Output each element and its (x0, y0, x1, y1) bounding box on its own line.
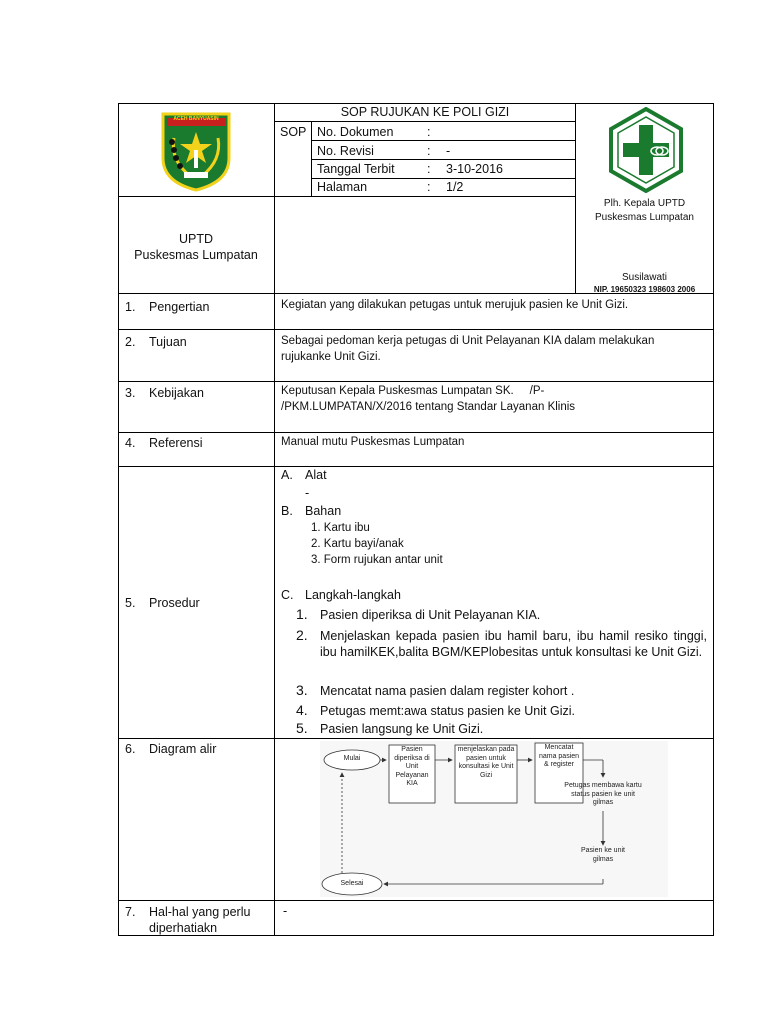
referensi-text: Manual mutu Puskesmas Lumpatan (281, 436, 465, 448)
flow-start-label: Mulai (343, 755, 361, 762)
rule-row-2 (118, 329, 714, 330)
step-3-text: Mencatat nama pasien dalam register kohort . (320, 684, 575, 698)
section-7-label-line2: diperhatiakn (149, 921, 218, 935)
regency-crest-logo (160, 110, 232, 192)
rule-row-4 (118, 432, 714, 433)
rule-row-5 (118, 466, 714, 467)
bahan-label: Bahan (305, 504, 342, 518)
rule-row-3 (118, 381, 714, 382)
section-1-label: Pengertian (149, 300, 210, 314)
flow-box-4-text: Petugas membawa kartu status pasien ke unit gilmas (564, 782, 642, 806)
section-3-label: Kebijakan (149, 386, 204, 400)
sop-title: SOP RUJUKAN KE POLI GIZI (340, 105, 510, 119)
flow-end-label: Selesai (340, 880, 364, 887)
border-right (713, 103, 714, 936)
step-5-number: 5. (296, 720, 308, 736)
flow-box-5-text: Pasien ke unit gilmas (581, 847, 625, 863)
section-2-label: Tujuan (149, 335, 187, 349)
field-tanggal-terbit-sep: : (427, 162, 431, 176)
field-tanggal-terbit-value: 3-10-2016 (446, 162, 503, 176)
step-4-text: Petugas memt:awa status pasien ke Unit Gizi. (320, 704, 575, 718)
section-4-number: 4. (125, 436, 136, 450)
signer-title-line1: Plh. Kepala UPTD (603, 198, 686, 209)
sop-label: SOP (280, 125, 307, 139)
section-4-label: Referensi (149, 436, 203, 450)
section-2-number: 2. (125, 335, 136, 349)
signer-nip: NIP. 19650323 198603 2006 (593, 285, 696, 294)
section-3-number: 3. (125, 386, 136, 400)
step-2-text: Menjelaskan kepada pasien ibu hamil baru, ibu hamil resiko tinggi, ibu hamilKEK,balita BGM/KEPlobesitas untuk konsultasi ke Unit Gizi. (320, 629, 707, 659)
bahan-item-2: 2. Kartu bayi/anak (311, 538, 404, 550)
field-halaman-value: 1/2 (446, 180, 464, 194)
field-no-dokumen-sep: : (427, 125, 431, 139)
flow-box-1-text: Pasien diperiksa di Unit Pelayanan KIA (394, 746, 430, 787)
rule-header-row (118, 196, 576, 197)
bahan-item-1: 1. Kartu ibu (311, 522, 370, 534)
section-7-label-line1: Hal-hal yang perlu (149, 905, 251, 919)
divider-label-column (274, 103, 275, 936)
hal-text: - (283, 904, 288, 918)
alat-marker: A. (281, 468, 293, 482)
flow-box-2-text: menjelaskan pada pasien untuk konsultasi ke Unit Gizi (457, 746, 515, 779)
puskesmas-logo (609, 107, 683, 193)
kebijakan-line2: /PKM.LUMPATAN/X/2016 tentang Standar Layanan Klinis (281, 401, 576, 413)
field-no-dokumen-label: No. Dokumen (317, 125, 394, 139)
tujuan-text: Sebagai pedoman kerja petugas di Unit Pelayanan KIA dalam melakukan rujukanke Unit Gizi. (281, 335, 655, 363)
unit-name-line1: UPTD (178, 232, 214, 246)
section-5-label: Prosedur (149, 596, 200, 610)
step-5-text: Pasien langsung ke Unit Gizi. (320, 722, 484, 736)
langkah-marker: C. (281, 588, 294, 602)
rule-title (274, 121, 576, 122)
step-1-text: Pasien diperiksa di Unit Pelayanan KIA. (320, 608, 541, 622)
border-left (118, 103, 119, 936)
section-6-label: Diagram alir (149, 742, 217, 756)
rule-field-2 (311, 159, 576, 160)
kebijakan-line1: Keputusan Kepala Puskesmas Lumpatan SK. /P- (281, 385, 545, 397)
section-5-number: 5. (125, 596, 136, 610)
step-3-number: 3. (296, 682, 308, 698)
pengertian-text: Kegiatan yang dilakukan petugas untuk merujuk pasien ke Unit Gizi. (281, 299, 629, 311)
field-halaman-sep: : (427, 180, 431, 194)
alat-label: Alat (305, 468, 327, 482)
field-tanggal-terbit-label: Tanggal Terbit (317, 162, 395, 176)
field-no-revisi-label: No. Revisi (317, 144, 374, 158)
step-4-number: 4. (296, 702, 308, 718)
langkah-label: Langkah-langkah (305, 588, 401, 602)
field-no-revisi-sep: : (427, 144, 431, 158)
field-no-revisi-value: - (446, 144, 451, 158)
bahan-item-3: 3. Form rujukan antar unit (311, 554, 443, 566)
signer-title-line2: Puskesmas Lumpatan (595, 212, 694, 223)
flow-box-3-text: Mencatat nama pasien & register (538, 744, 580, 768)
rule-row-7 (118, 900, 714, 901)
alat-item: - (305, 486, 310, 500)
section-1-number: 1. (125, 300, 136, 314)
rule-field-1 (311, 140, 576, 141)
sop-document (118, 103, 714, 936)
unit-name-line2: Puskesmas Lumpatan (134, 248, 258, 262)
section-6-number: 6. (125, 742, 136, 756)
step-1-number: 1. (296, 606, 308, 622)
field-halaman-label: Halaman (317, 180, 368, 194)
step-2-number: 2. (296, 627, 308, 643)
crest-banner-text: ACEH BANYUASIN (173, 116, 219, 122)
bahan-marker: B. (281, 504, 293, 518)
section-7-number: 7. (125, 905, 136, 919)
signer-name: Susilawati (621, 272, 668, 283)
